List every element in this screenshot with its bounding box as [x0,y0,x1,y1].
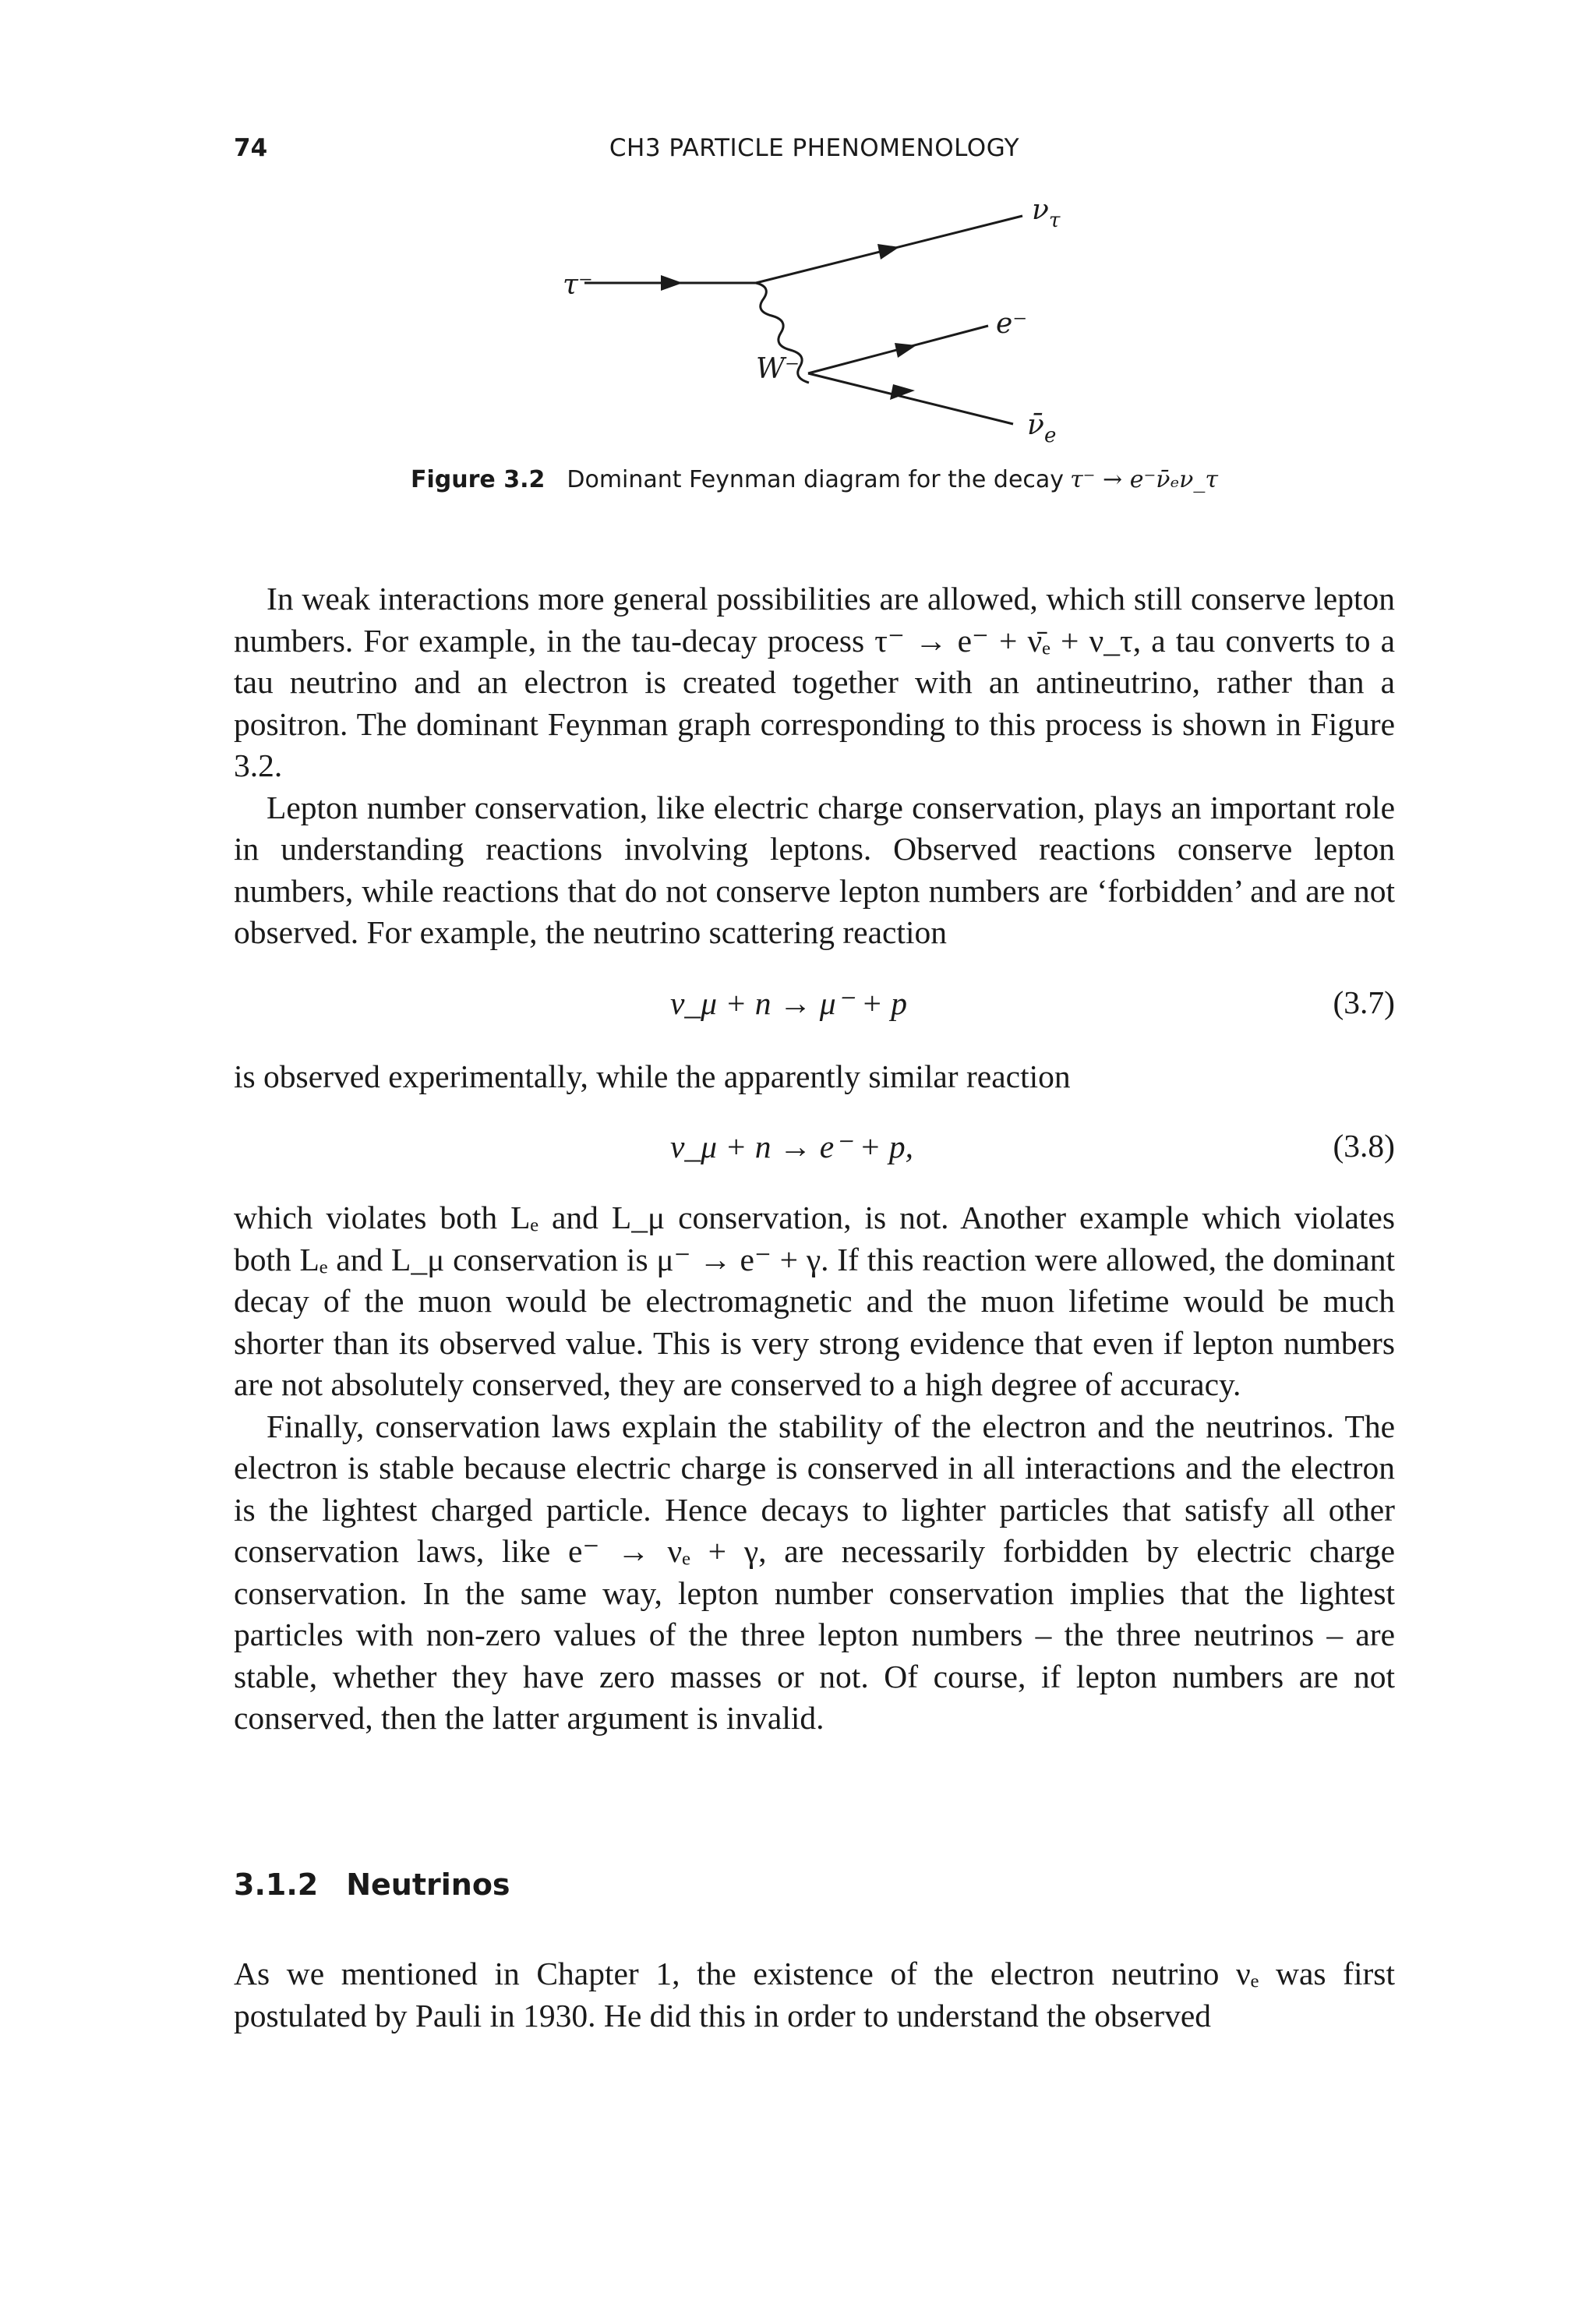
paragraph-6: As we mentioned in Chapter 1, the existence of the electron neutrino νₑ was first postulated by Pauli in 1930. He did this in order to understand the observed [234,1956,1395,2034]
equation-3-7 [234,984,1395,1026]
section-heading [234,1867,510,1902]
nu-tau-subscript: τ [1049,209,1061,232]
caption-text: Dominant Feynman diagram for the decay [567,466,1065,493]
body-text-block-1 [234,578,1395,954]
nu-tau-label: ν [1032,194,1049,226]
paragraph-3: is observed experimentally, while the apparently similar reaction [234,1058,1071,1094]
paragraph-5: Finally, conservation laws explain the stability of the electron and the neutrinos. The electron is stable because electric charge is conserved in all interactions and the electron is the lightest charged particle. Hence decays to lighter particles that satisfy all other conservation laws, like e⁻ → νₑ + γ, are necessarily forbidden by electric charge conservation. In the same way, lepton number conservation implies that the lightest particles with non-zero values of the three lepton numbers – the three neutrinos – are stable, whether they have zero masses or not. Of course, if lepton numbers are not conserved, then the latter argument is invalid. [234,1408,1395,1736]
equation-number: (3.7) [1333,984,1395,1020]
running-head: CH3 PARTICLE PHENOMENOLOGY [609,134,1020,162]
w-label: W⁻ [756,353,800,385]
paragraph-1: In weak interactions more general possibilities are allowed, which still conserve lepton numbers. For example, in the tau-decay process τ⁻ → e⁻ + ν̄ₑ + ν_τ, a tau converts to a tau neutrino and an electron is created together with an antineutrino, rather than a positron. The dominant Feynman graph corresponding to this process is shown in Figure 3.2. [234,581,1395,783]
electron-arrow [895,343,916,358]
nu-e-bar-subscript: e [1044,424,1057,447]
feynman-diagram-svg [546,183,1091,448]
figure-caption [234,466,1395,493]
equation-number: (3.8) [1333,1128,1395,1164]
section-title: Neutrinos [346,1867,510,1902]
equation-body: ν_μ + n → μ⁻ + p [670,985,907,1021]
body-text-block-4 [234,1953,1395,2037]
body-text-block-2 [234,1056,1395,1098]
equation-body: ν_μ + n → e⁻ + p, [670,1129,913,1164]
feynman-diagram [546,183,1091,448]
body-text-block-3 [234,1197,1395,1740]
electron-label: e⁻ [996,308,1028,340]
page-header [234,134,1395,173]
nu-tau-arrow [877,244,899,260]
nu-e-bar-label: ν̄ [1027,409,1044,441]
equation-3-8 [234,1127,1395,1169]
page-number: 74 [234,134,268,162]
paragraph-4: which violates both Lₑ and L_μ conservation, is not. Another example which violates both Lₑ and L_μ conservation is μ⁻ → e⁻ + γ. If this reaction were allowed, the dominant decay of the muon would be electromagnetic and the muon lifetime would be much shorter than its observed value. This is very strong evidence that even if lepton numbers are not absolutely conserved, they are conserved to a high degree of accuracy. [234,1200,1395,1402]
nu-e-bar-line [808,373,1013,424]
tau-arrow [661,275,683,291]
paragraph-2: Lepton number conservation, like electric charge conservation, plays an important role in understanding reactions involving leptons. Observed reactions conserve lepton numbers, while reactions that do not conserve lepton numbers are ‘forbidden’ and are not observed. For example, the neutrino scattering reaction [234,789,1395,950]
figure-label: Figure 3.2 [411,466,546,493]
caption-math: τ⁻ → e⁻ν̄ₑν_τ [1070,466,1218,493]
section-number: 3.1.2 [234,1867,319,1902]
tau-label: τ⁻ [563,269,593,301]
